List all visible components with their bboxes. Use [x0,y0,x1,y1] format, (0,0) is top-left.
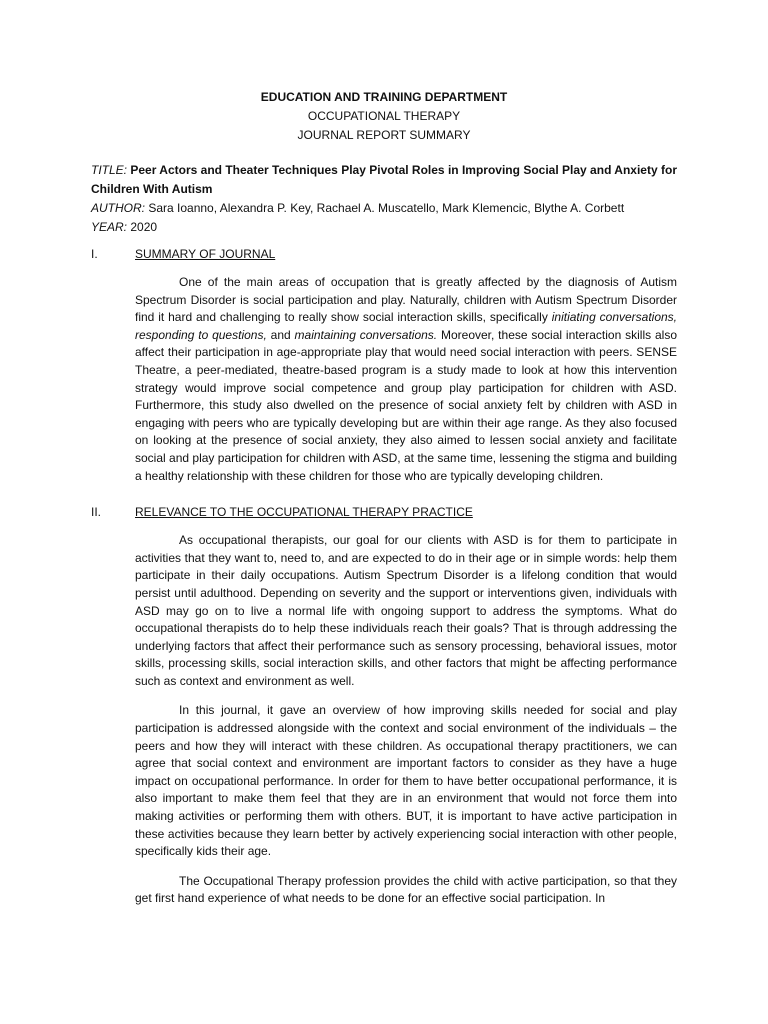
author-line [91,199,677,218]
summary-paragraph [135,274,677,485]
paragraph-text: Moreover, these social interaction skills also affect their participation in age-appropriate play that would need social interaction with peers. SENSE Theatre, a peer-mediated, theatre-based program is a study made to look at how this intervention strategy would improve social competence and group play participation for children with ASD. Furthermore, this study also dwelled on the presence of social anxiety felt by children with ASD in engaging with peers who are typically developing but are within their age range. As they also focused on looking at the presence of social anxiety, they also aimed to lessen social anxiety and facilitate social and play participation for children with ASD, at the same time, lessening the stigma and building a healthy relationship with these children for those who are typically developing children. [135,327,677,483]
year-label: YEAR: [91,220,128,234]
section-summary [91,245,677,485]
section-number: I. [91,247,98,261]
relevance-paragraph-3: The Occupational Therapy profession provides the child with active participation, so that they get first hand experience of what needs to be done for an effective social participation. In [135,873,677,906]
section-title: RELEVANCE TO THE OCCUPATIONAL THERAPY PRACTICE [135,505,473,520]
document-page [91,88,677,920]
paragraph-text: One of the main areas of occupation that is greatly affected by the diagnosis of Autism Spectrum Disorder is social participation and play. Naturally, children with Autism Spectrum Disorder find it hard and challenging to really show social interaction skills, specifically [135,275,677,325]
paragraph-text: and [266,327,295,342]
document-header [91,88,677,145]
journal-meta [91,161,677,237]
journal-title: Peer Actors and Theater Techniques Play Pivotal Roles in Improving Social Play and Anxiety for Children With Autism [91,163,677,196]
section-heading [91,503,677,522]
year-line [91,218,677,237]
journal-authors: Sara Ioanno, Alexandra P. Key, Rachael A. Muscatello, Mark Klemencic, Blythe A. Corbett [148,201,625,215]
program-title: OCCUPATIONAL THERAPY [307,109,461,123]
author-label: AUTHOR: [91,201,145,215]
relevance-paragraph-1: As occupational therapists, our goal for our clients with ASD is for them to participate in activities that they want to, need to, and are expected to do in their age or in simple words: help them participate in their daily occupations. Autism Spectrum Disorder is a lifelong condition that would persist until adulthood. Depending on severity and the support or interventions given, individuals with ASD may go on to live a normal life with ongoing support to address the symptoms. What do occupational therapists do to help these individuals reach their goals? That is through addressing the underlying factors that affect their performance such as sensory processing, behavioral issues, motor skills, processing skills, social interaction skills, and other factors that might be affecting performance such as context and environment as well. [135,533,677,688]
section-title: SUMMARY OF JOURNAL [135,247,276,261]
section-number: II. [91,505,102,520]
journal-year: 2020 [130,220,158,234]
section-relevance [91,503,677,908]
section-heading [91,245,677,264]
department-title: EDUCATION AND TRAINING DEPARTMENT [260,90,508,104]
report-type-title: JOURNAL REPORT SUMMARY [297,128,471,142]
relevance-paragraph-2: In this journal, it gave an overview of how improving skills needed for social and play participation is addressed alongside with the context and social environment of the individuals – the peers and how they will interact with these children. As occupational therapy practitioners, we can agree that social context and environment are important factors to consider as they have a huge impact on occupational performance. In order for them to have better occupational performance, it is also important to make them feel that they are in an environment that would not force them into making activities or performing them with others. BUT, it is important to have active participation in these activities because they learn better by actively experiencing social interaction with other people, specifically kids their age. [135,703,677,859]
paragraph-emphasis: maintaining conversations. [294,327,438,342]
paragraph-emphasis: initiating conversations, responding to questions, [135,310,678,342]
title-label: TITLE: [91,163,128,177]
title-line [91,161,677,199]
